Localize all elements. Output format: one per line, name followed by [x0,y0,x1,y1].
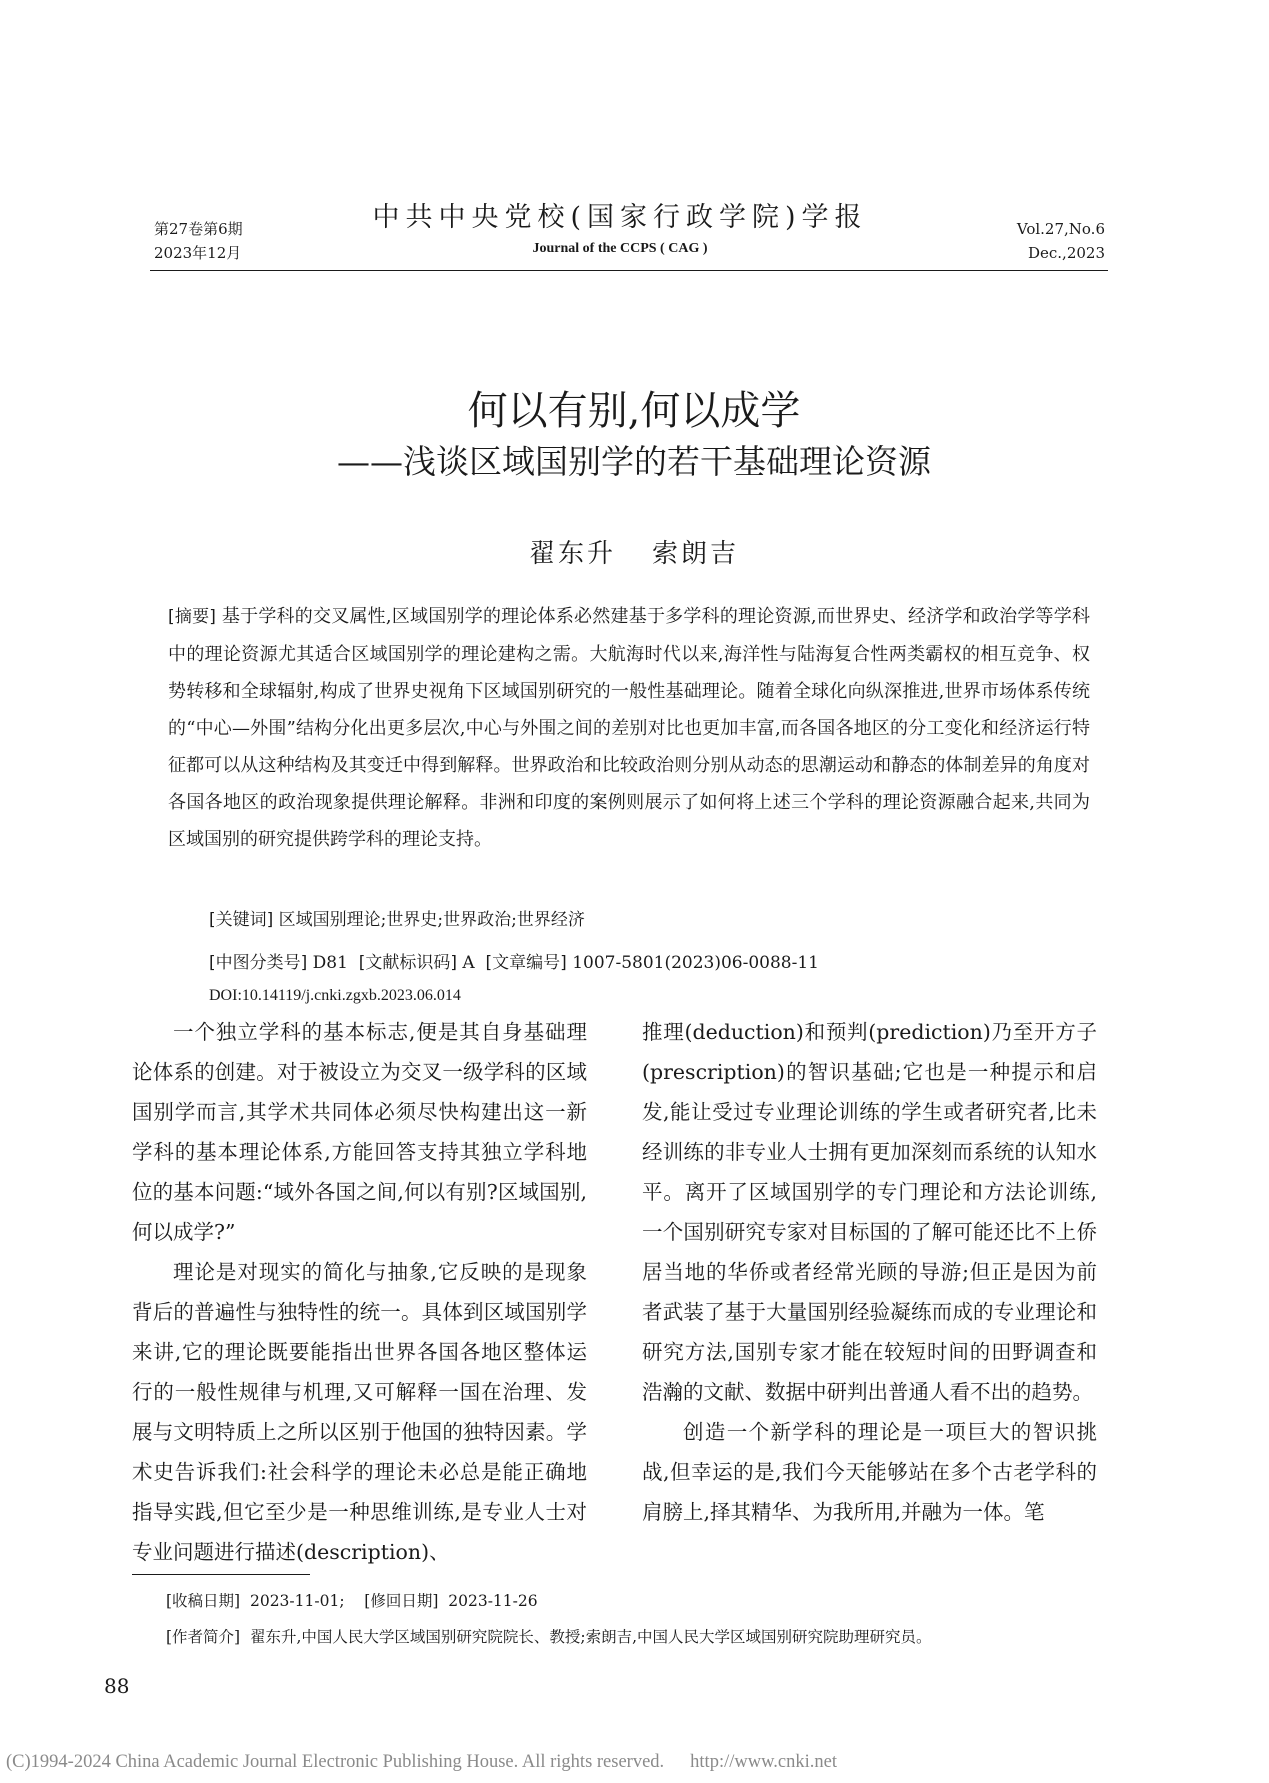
issue-date-en: Dec.,2023 [1027,244,1105,262]
author-list [150,536,1118,572]
author-name: 翟东升 [528,539,616,569]
revised-label: [修回日期] [364,1592,439,1610]
issue-info-cn [154,217,243,265]
issue-info-en [1005,217,1105,265]
issue-number-cn: 第27卷第6期 [154,220,243,238]
clc-label: [中图分类号] [209,953,308,973]
body-paragraph: 创造一个新学科的理论是一项巨大的智识挑战,但幸运的是,我们今天能够站在多个古老学科的肩膀上,择其精华、为我所用,并融为一体。笔 [642,1420,1097,1524]
author-bio-label: [作者简介] [166,1628,241,1646]
journal-masthead [340,198,900,260]
doi: DOI:10.14119/j.cnki.zgxb.2023.06.014 [209,987,461,1004]
received-date: 2023-11-01; [249,1592,345,1610]
article-id-value: 1007-5801(2023)06-0088-11 [572,953,820,973]
footnote-authors [166,1624,932,1650]
abstract [168,598,1090,858]
doc-code-label: [文献标识码] [358,953,458,973]
keywords-text: 区域国别理论;世界史;世界政治;世界经济 [278,910,585,930]
body-paragraph: 一个独立学科的基本标志,便是其自身基础理论体系的创建。对于被设立为交叉一级学科的区域国别学而言,其学术共同体必须尽快构建出这一新学科的基本理论体系,方能回答支持其独立学科地位的基本问题:“域外各国之间,何以有别?区域国别,何以成学?” [132,1020,587,1244]
author-name: 索朗吉 [652,539,740,569]
issue-date-cn: 2023年12月 [154,244,242,262]
body-paragraph: 推理(deduction)和预判(prediction)乃至开方子(prescription)的智识基础;它也是一种提示和启发,能让受过专业理论训练的学生或者研究者,比未经训练的非专业人士拥有更加深刻而系统的认知水平。离开了区域国别学的专门理论和方法论训练,一个国别研究专家对目标国的了解可能还比不上侨居当地的华侨或者经常光顾的导游;但正是因为前者武装了基于大量国别经验凝练而成的专业理论和研究方法,国别专家才能在较短时间的田野调查和浩瀚的文献、数据中研判出普通人看不出的趋势。 [642,1020,1097,1404]
footnote-dates [166,1588,538,1614]
classification-line [209,950,819,976]
copyright-url[interactable]: http://www.cnki.net [690,1752,837,1772]
abstract-text: 基于学科的交叉属性,区域国别学的理论体系必然建基于多学科的理论资源,而世界史、经济学和政治学等学科中的理论资源尤其适合区域国别学的理论建构之需。大航海时代以来,海洋性与陆海复合性两类霸权的相互竞争、权势转移和全球辐射,构成了世界史视角下区域国别研究的一般性基础理论。随着全球化向纵深推进,世界市场体系传统的“中心—外围”结构分化出更多层次,中心与外围之间的差别对比也更加丰富,而各国各地区的分工变化和经济运行特征都可以从这种结构及其变迁中得到解释。世界政治和比较政治则分别从动态的思潮运动和静态的体制差异的角度对各国各地区的政治现象提供理论解释。非洲和印度的案例则展示了如何将上述三个学科的理论资源融合起来,共同为区域国别的研究提供跨学科的理论支持。 [168,606,1090,850]
article-subtitle: ——浅谈区域国别学的若干基础理论资源 [337,442,931,481]
abstract-label: [摘要] [168,607,216,627]
journal-title-cn: 中共中央党校(国家行政学院)学报 [372,202,868,233]
header-rule [150,270,1108,271]
keywords-label: [关键词] [209,910,274,930]
volume-en: Vol.27,No.6 [1016,220,1105,238]
revised-date: 2023-11-26 [448,1592,538,1610]
article-title: 何以有别,何以成学 [467,388,801,434]
page-number: 88 [104,1674,130,1698]
journal-title-en: Journal of the CCPS ( CAG ) [532,241,708,256]
copyright-notice [6,1748,837,1776]
clc-value: D81 [312,953,348,973]
received-label: [收稿日期] [166,1592,241,1610]
body-paragraph: 理论是对现实的简化与抽象,它反映的是现象背后的普遍性与独特性的统一。具体到区域国别学来讲,它的理论既要能指出世界各国各地区整体运行的一般性规律与机理,又可解释一国在治理、发展与文明特质上之所以区别于他国的独特因素。学术史告诉我们:社会科学的理论未必总是能正确地指导实践,但它至少是一种思维训练,是专业人士对专业问题进行描述(description)、 [132,1260,587,1564]
keywords [209,907,585,933]
body-column-right [642,1012,1097,1532]
article-id-label: [文章编号] [485,953,567,973]
footnote-rule [132,1574,310,1575]
author-bio-text: 翟东升,中国人民大学区域国别研究院院长、教授;索朗吉,中国人民大学区域国别研究院助理研究员。 [249,1628,932,1646]
copyright-text: (C)1994-2024 China Academic Journal Electronic Publishing House. All rights reserved. [6,1752,665,1772]
doc-code-value: A [462,953,475,973]
body-column-left [132,1012,587,1572]
